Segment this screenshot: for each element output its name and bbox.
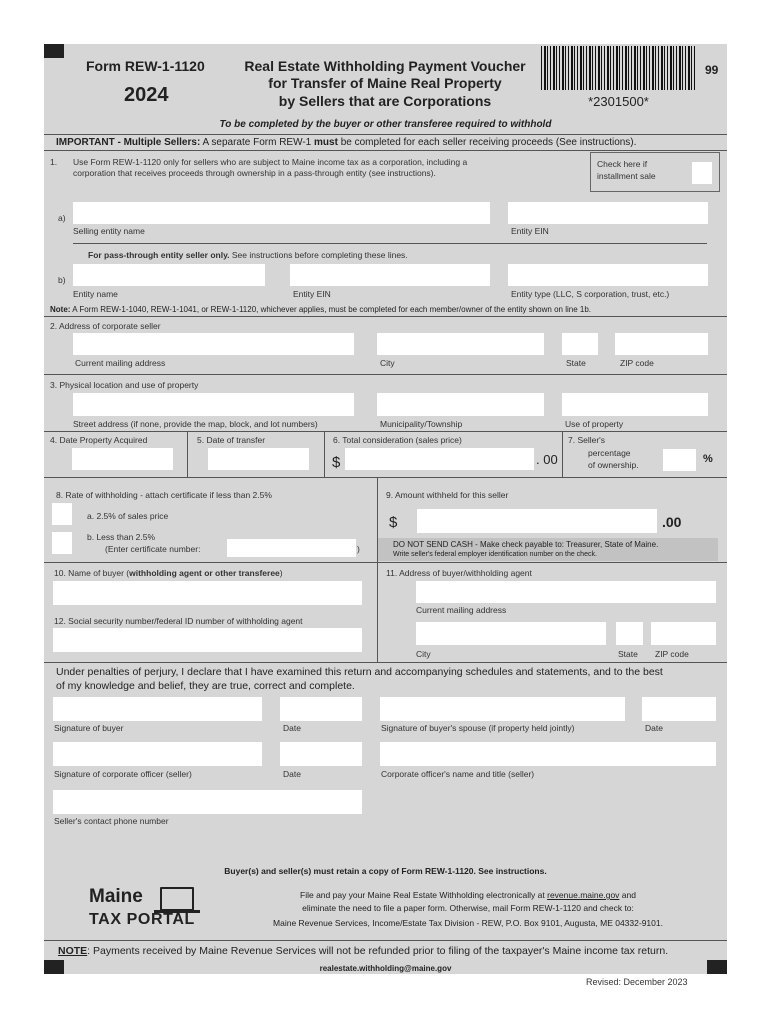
line8-label: 8. Rate of withholding - attach certificate if less than 2.5% [56, 490, 272, 500]
seller-phone-input[interactable] [53, 790, 362, 814]
date-of-transfer-input[interactable] [208, 448, 309, 470]
page-code: 99 [705, 63, 719, 77]
property-street-label: Street address (if none, provide the map, block, and lot numbers) [73, 419, 318, 429]
property-municipality-input[interactable] [377, 393, 544, 416]
line1a-letter: a) [58, 213, 66, 223]
installment-sale-checkbox[interactable] [692, 162, 712, 184]
rate-option-b-checkbox[interactable] [52, 532, 72, 554]
revision-date: Revised: December 2023 [586, 977, 688, 987]
entity-ein-label: Entity EIN [511, 226, 549, 236]
line1b-letter: b) [58, 275, 66, 285]
perjury-line1: Under penalties of perjury, I declare that I have examined this return and accompanying schedules and statements, and to the best [56, 666, 663, 678]
buyer-name-input[interactable] [53, 581, 362, 605]
amount-withheld-input[interactable] [417, 509, 657, 533]
ownership-percentage-input[interactable] [663, 449, 696, 471]
line7-label-line3: of ownership. [588, 460, 639, 470]
line5-label: 5. Date of transfer [197, 435, 266, 445]
amount-withheld-dollar-sign: $ [389, 514, 398, 531]
maine-logo-text: Maine [89, 886, 143, 907]
withholding-agent-id-input[interactable] [53, 628, 362, 652]
line1-text1: Use Form REW-1-1120 only for sellers who are subject to Maine income tax as a corporation, including a [73, 157, 468, 167]
entity-type-input[interactable] [508, 264, 708, 286]
line9-label: 9. Amount withheld for this seller [386, 490, 509, 500]
property-municipality-label: Municipality/Township [380, 419, 463, 429]
seller-state-input[interactable] [562, 333, 598, 355]
buyer-state-input[interactable] [616, 622, 643, 645]
certificate-number-input[interactable] [227, 539, 356, 557]
portal-text-line3: Maine Revenue Services, Income/Estate Tax Division - REW, P.O. Box 9101, Augusta, ME 04332-9101. [273, 918, 663, 928]
important-notice: IMPORTANT - Multiple Sellers: A separate Form REW-1 must be completed for each seller receiving proceeds (See instructions). [56, 137, 637, 148]
line2-label: 2. Address of corporate seller [50, 321, 161, 331]
line12-label: 12. Social security number/federal ID number of withholding agent [54, 616, 303, 626]
line11-label: 11. Address of buyer/withholding agent [386, 568, 532, 578]
form-title-line3: by Sellers that are Corporations [278, 93, 492, 109]
spouse-signature-input[interactable] [380, 697, 625, 721]
sales-price-dollar-sign: $ [332, 454, 341, 471]
certificate-close-paren: ) [357, 544, 360, 554]
no-cash-notice-line1: DO NOT SEND CASH - Make check payable to: Treasurer, State of Maine. [393, 540, 659, 549]
seller-city-label: City [380, 358, 395, 368]
spouse-signature-date-input[interactable] [642, 697, 716, 721]
spouse-signature-label: Signature of buyer's spouse (if property held jointly) [381, 723, 575, 733]
officer-date-label: Date [283, 769, 301, 779]
installment-label-line2: installment sale [597, 171, 656, 181]
officer-name-title-input[interactable] [380, 742, 716, 766]
seller-zip-label: ZIP code [620, 358, 654, 368]
buyer-signature-date-input[interactable] [280, 697, 362, 721]
officer-signature-input[interactable] [53, 742, 262, 766]
passthrough-entity-ein-label: Entity EIN [293, 289, 331, 299]
revenue-website-link[interactable]: revenue.maine.gov [547, 890, 620, 900]
refund-note: NOTE: Payments received by Maine Revenue Services will not be refunded prior to filing of the taxpayer's Maine income tax return. [58, 945, 669, 957]
line1-number: 1. [50, 157, 58, 167]
rate-option-a-checkbox[interactable] [52, 503, 72, 525]
form-title-line1: Real Estate Withholding Payment Voucher [244, 58, 526, 74]
seller-state-label: State [566, 358, 586, 368]
contact-email: realestate.withholding@maine.gov [319, 964, 452, 973]
buyer-mailing-address-label: Current mailing address [416, 605, 507, 615]
laptop-icon [160, 887, 194, 911]
property-use-label: Use of property [565, 419, 624, 429]
percent-sign: % [703, 453, 713, 465]
buyer-signature-input[interactable] [53, 697, 262, 721]
entity-ein-input[interactable] [508, 202, 708, 224]
form-id: Form REW-1-1120 [86, 58, 205, 74]
sales-price-input[interactable] [345, 448, 534, 470]
buyer-mailing-address-input[interactable] [416, 581, 716, 603]
seller-city-input[interactable] [377, 333, 544, 355]
portal-text-line1: File and pay your Maine Real Estate Withholding electronically at revenue.maine.gov and [300, 890, 636, 900]
form-year: 2024 [124, 84, 169, 106]
certificate-number-label: (Enter certificate number: [105, 544, 201, 554]
seller-mailing-address-label: Current mailing address [75, 358, 166, 368]
officer-name-title-label: Corporate officer's name and title (seller) [381, 769, 535, 779]
sales-price-cents: . 00 [536, 452, 558, 467]
passthrough-heading: For pass-through entity seller only. See instructions before completing these lines. [88, 250, 408, 260]
date-acquired-input[interactable] [72, 448, 173, 470]
buyer-date-label: Date [283, 723, 301, 733]
line7-label-line2: percentage [588, 448, 631, 458]
line7-label-line1: 7. Seller's [568, 435, 606, 445]
amount-withheld-cents: .00 [662, 514, 682, 530]
portal-text-line2: eliminate the need to file a paper form. Otherwise, mail Form REW-1-1120 and check to: [302, 903, 634, 913]
barcode [541, 46, 696, 90]
property-use-input[interactable] [562, 393, 708, 416]
seller-mailing-address-input[interactable] [73, 333, 354, 355]
form-title-line2: for Transfer of Maine Real Property [268, 75, 502, 91]
entity-name-input[interactable] [73, 264, 265, 286]
rate-option-a-label: a. 2.5% of sales price [87, 511, 169, 521]
retain-copy-notice: Buyer(s) and seller(s) must retain a copy of Form REW-1-1120. See instructions. [224, 866, 547, 876]
passthrough-entity-ein-input[interactable] [290, 264, 490, 286]
buyer-signature-label: Signature of buyer [54, 723, 124, 733]
note-text: Note: A Form REW-1-1040, REW-1-1041, or REW-1-1120, whichever applies, must be completed for each member/owner of the entity shown on line 1b. [50, 305, 591, 314]
entity-type-label: Entity type (LLC, S corporation, trust, etc.) [511, 289, 670, 299]
form-page [44, 44, 727, 974]
buyer-zip-label: ZIP code [655, 649, 689, 659]
buyer-zip-input[interactable] [651, 622, 716, 645]
buyer-state-label: State [618, 649, 638, 659]
buyer-city-label: City [416, 649, 431, 659]
seller-zip-input[interactable] [615, 333, 708, 355]
no-cash-notice-line2: Write seller's federal employer identification number on the check. [393, 551, 597, 558]
selling-entity-name-input[interactable] [73, 202, 490, 224]
property-street-input[interactable] [73, 393, 354, 416]
perjury-line2: of my knowledge and belief, they are true, correct and complete. [56, 680, 355, 692]
line4-label: 4. Date Property Acquired [50, 435, 148, 445]
buyer-city-input[interactable] [416, 622, 606, 645]
line1-text2: corporation that receives proceeds through ownership in a pass-through entity (see instructions). [73, 168, 436, 178]
officer-signature-date-input[interactable] [280, 742, 362, 766]
line3-label: 3. Physical location and use of property [50, 380, 199, 390]
seller-phone-label: Seller's contact phone number [54, 816, 169, 826]
line10-label: 10. Name of buyer (withholding agent or other transferee) [54, 568, 283, 578]
tax-portal-logo-text: TAX PORTAL [89, 911, 195, 928]
spouse-date-label: Date [645, 723, 663, 733]
entity-name-label: Entity name [73, 289, 118, 299]
registration-mark-top-left [44, 44, 64, 58]
officer-signature-label: Signature of corporate officer (seller) [54, 769, 192, 779]
line6-label: 6. Total consideration (sales price) [333, 435, 462, 445]
installment-label-line1: Check here if [597, 159, 648, 169]
barcode-text: *2301500* [588, 94, 649, 109]
selling-entity-name-label: Selling entity name [73, 226, 145, 236]
rate-option-b-label: b. Less than 2.5% [87, 532, 156, 542]
subtitle: To be completed by the buyer or other transferee required to withhold [219, 119, 552, 130]
